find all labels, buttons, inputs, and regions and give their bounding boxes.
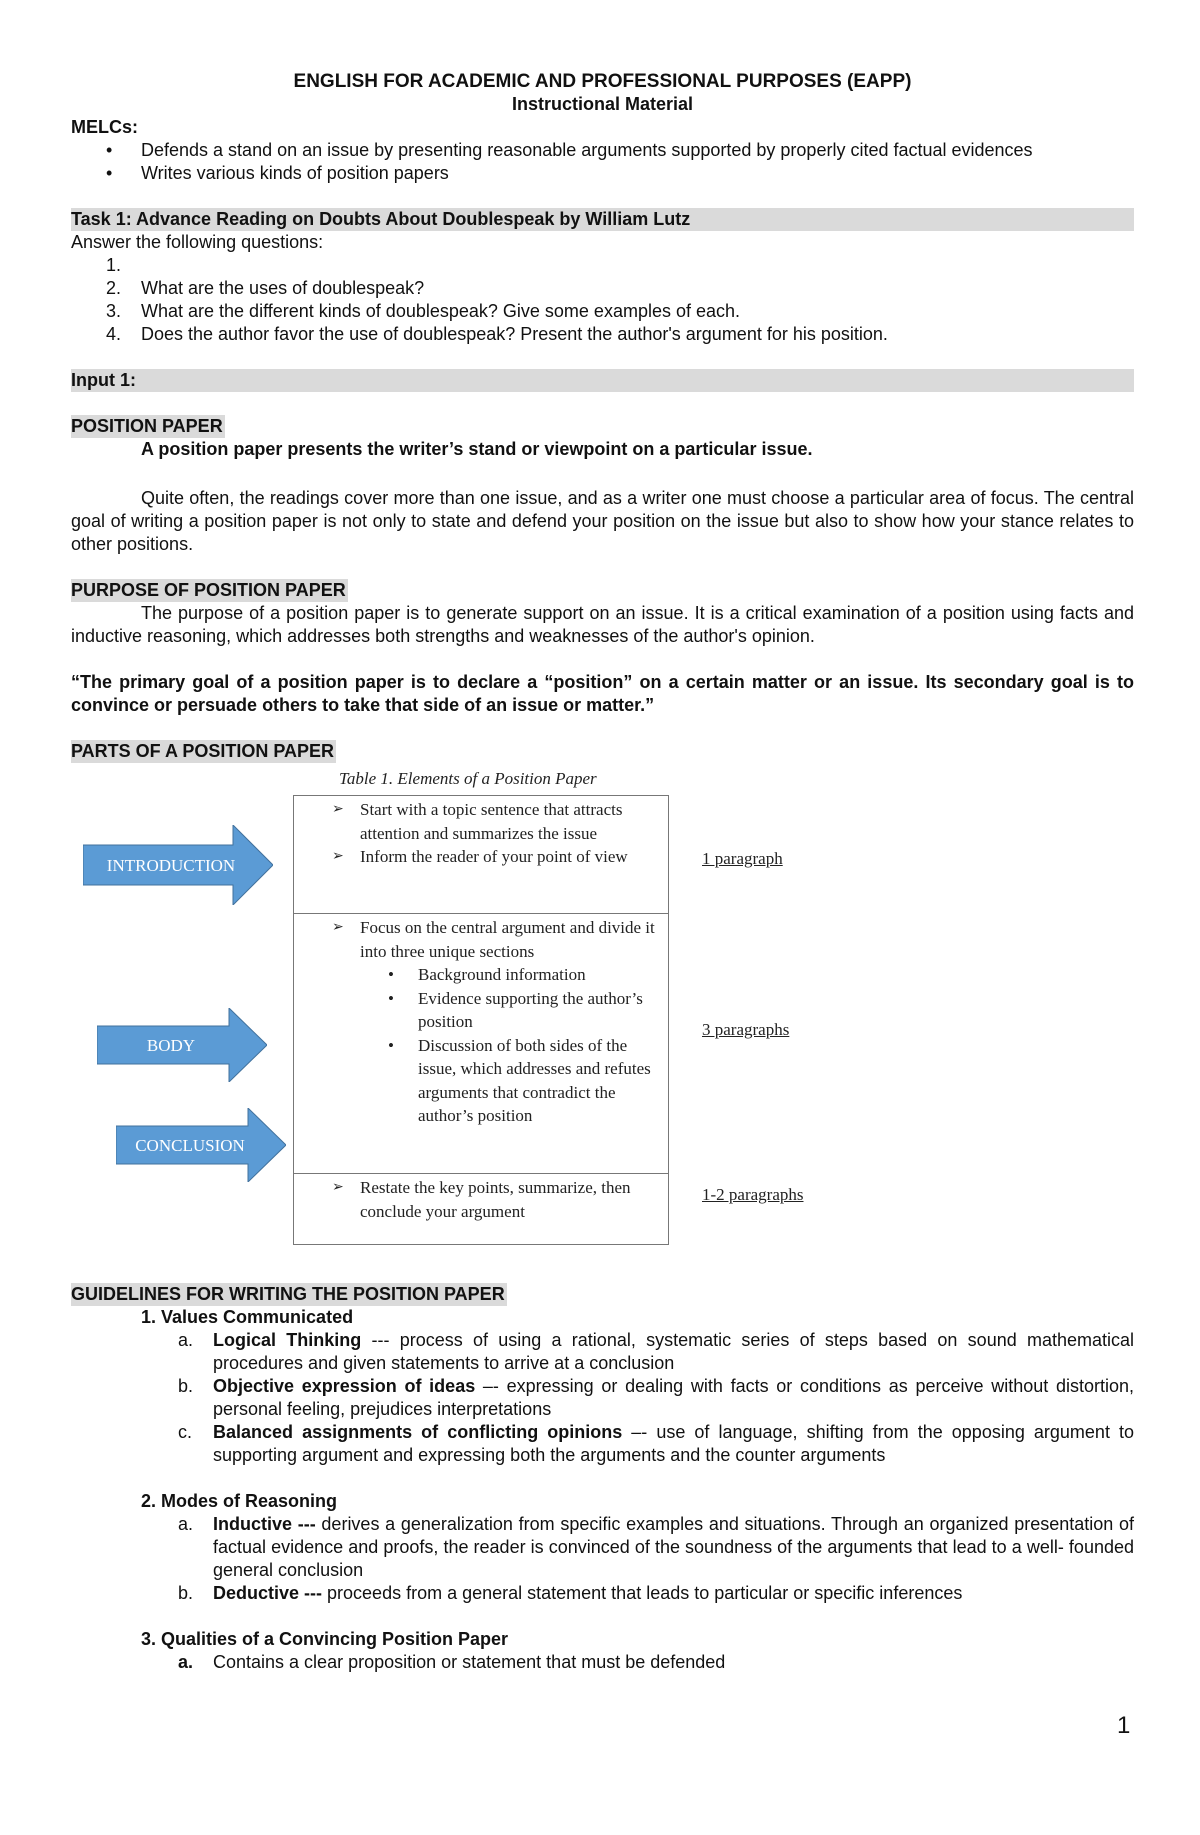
body-item: ➢ Focus on the central argument and divide it into three unique sections <box>294 916 668 963</box>
purpose-body: The purpose of a position paper is to generate support on an issue. It is a critical examination of a position using facts and inductive reasoning, which addresses both strengths and weaknesses of the author's opinion. <box>71 603 1134 646</box>
task1-questions <box>71 254 1134 346</box>
parts-heading: PARTS OF A POSITION PAPER <box>71 741 335 761</box>
document-page <box>71 70 1134 1674</box>
guidelines-heading: GUIDELINES FOR WRITING THE POSITION PAPER <box>71 1284 505 1304</box>
body-arrow <box>97 1008 267 1082</box>
question-item: 4. Does the author favor the use of doublespeak? Present the author's argument for his position. <box>106 324 888 344</box>
introduction-arrow-label: INTRODUCTION <box>106 856 236 875</box>
body-arrow-label: BODY <box>146 1036 196 1055</box>
page-number: 1 <box>1117 1712 1131 1739</box>
intro-paragraph-count: 1 paragraph <box>702 849 783 868</box>
position-paper-definition: A position paper presents the writer’s stand or viewpoint on a particular issue. <box>141 439 813 459</box>
body-subitem: • Discussion of both sides of the issue, which addresses and refutes arguments that contradict the author’s position <box>294 1034 668 1128</box>
modes-list <box>71 1513 1134 1605</box>
conclusion-paragraph-count: 1-2 paragraphs <box>702 1185 804 1204</box>
values-heading: 1. Values Communicated <box>141 1307 354 1327</box>
melcs-list <box>71 139 1134 185</box>
position-paper-body: Quite often, the readings cover more than one issue, and as a writer one must choose a particular area of focus. The central goal of writing a position paper is not only to state and defend your position on the issue but also to show how your stance relates to other positions. <box>71 488 1134 554</box>
body-cell <box>294 914 668 1174</box>
qualities-item: a. Contains a clear proposition or statement that must be defended <box>178 1652 726 1672</box>
intro-cell <box>294 796 668 914</box>
body-subitem: • Background information <box>294 963 668 987</box>
task1-intro: Answer the following questions: <box>71 232 324 252</box>
position-paper-heading: POSITION PAPER <box>71 416 223 436</box>
qualities-heading: 3. Qualities of a Convincing Position Paper <box>141 1629 509 1649</box>
values-list <box>71 1329 1134 1467</box>
intro-item: ➢ Inform the reader of your point of view <box>294 845 668 869</box>
modes-heading: 2. Modes of Reasoning <box>141 1491 338 1511</box>
conclusion-arrow-label: CONCLUSION <box>135 1136 245 1155</box>
qualities-list <box>71 1651 1134 1674</box>
values-item: a. Logical Thinking --- process of using a rational, systematic series of steps based on sound mathematical procedures and given statements to arrive at a conclusion <box>178 1330 1135 1373</box>
question-item: 2. What are the uses of doublespeak? <box>106 278 425 298</box>
document-subtitle: Instructional Material <box>511 94 694 114</box>
conclusion-cell <box>294 1174 668 1244</box>
question-item: 1. <box>106 255 122 275</box>
melc-item: • Defends a stand on an issue by presenting reasonable arguments supported by properly cited factual evidences <box>71 139 1134 162</box>
purpose-heading: PURPOSE OF POSITION PAPER <box>71 580 346 600</box>
body-paragraph-count: 3 paragraphs <box>702 1020 790 1039</box>
document-title: ENGLISH FOR ACADEMIC AND PROFESSIONAL PURPOSES (EAPP) <box>293 71 912 92</box>
values-item: b. Objective expression of ideas –- expressing or dealing with facts or conditions as perceive without distortion, personal feeling, prejudices interpretations <box>178 1376 1134 1419</box>
figure-caption: Table 1. Elements of a Position Paper <box>339 769 597 788</box>
conclusion-arrow <box>116 1108 286 1182</box>
conclusion-item: ➢ Restate the key points, summarize, then conclude your argument <box>294 1176 668 1223</box>
task1-heading: Task 1: Advance Reading on Doubts About Doublespeak by William Lutz <box>71 208 1134 231</box>
modes-item: a. Inductive --- derives a generalization from specific examples and situations. Through an organized presentation of factual evidence and proofs, the reader is convinced of the soundness of the arguments that lead to a well- founded general conclusion <box>178 1514 1134 1580</box>
melcs-label: MELCs: <box>71 117 138 137</box>
purpose-quote: “The primary goal of a position paper is to declare a “position” on a certain matter or an issue. Its secondary goal is to convince or persuade others to take that side of an issue or matter.” <box>71 672 1134 715</box>
input1-heading: Input 1: <box>71 369 1134 392</box>
body-subitem: • Evidence supporting the author’s position <box>294 987 668 1034</box>
intro-item: ➢ Start with a topic sentence that attracts attention and summarizes the issue <box>294 798 668 845</box>
elements-table <box>293 795 669 1245</box>
values-item: c. Balanced assignments of conflicting opinions –- use of language, shifting from the opposing argument to supporting argument and expressing both the arguments and the counter arguments <box>178 1422 1134 1465</box>
modes-item: b. Deductive --- proceeds from a general statement that leads to particular or specific inferences <box>178 1583 963 1603</box>
question-item: 3. What are the different kinds of doublespeak? Give some examples of each. <box>106 301 741 321</box>
introduction-arrow <box>83 825 273 905</box>
elements-figure <box>71 763 1134 1283</box>
melc-item: • Writes various kinds of position papers <box>71 162 1134 185</box>
